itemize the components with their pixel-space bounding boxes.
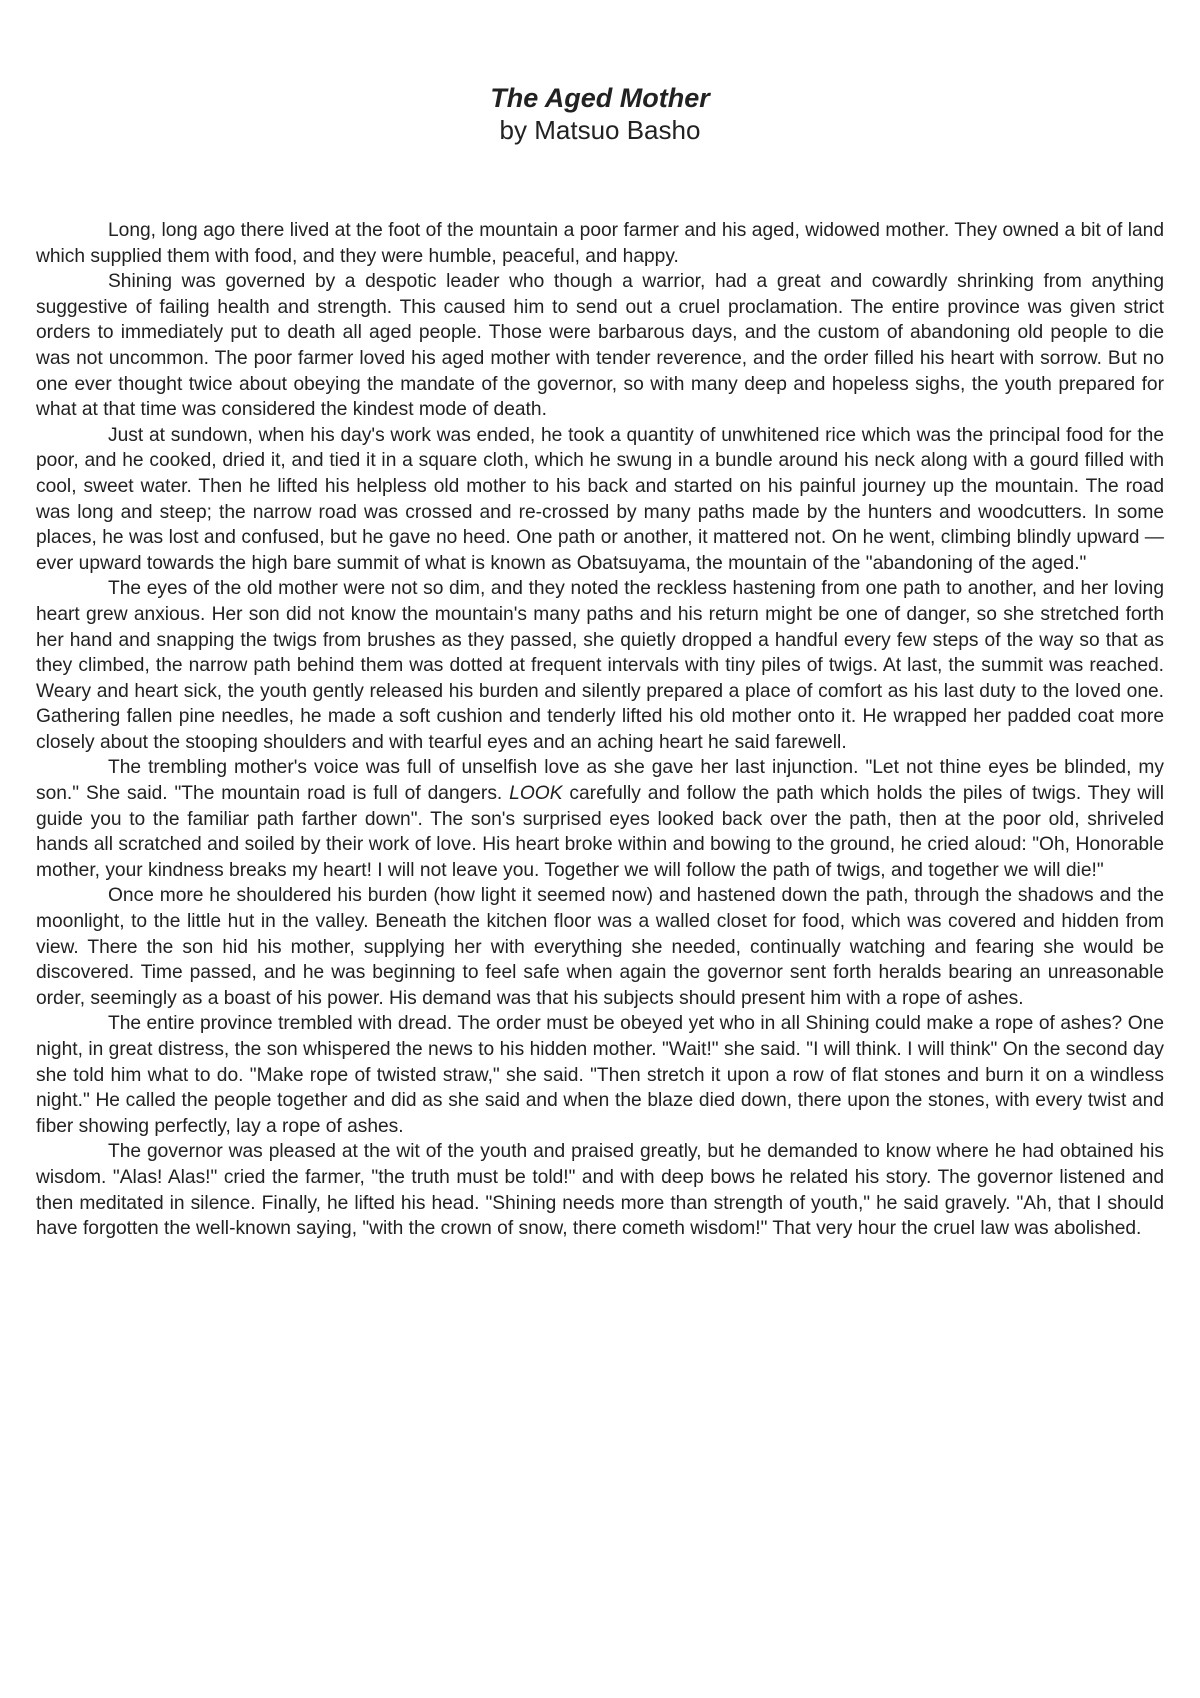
paragraph-5-emphasis: LOOK	[509, 783, 563, 805]
paragraph-6: Once more he shouldered his burden (how light it seemed now) and hastened down the path, through the shadows and the moonlight, to the little hut in the valley. Beneath the kitchen floor was a walled closet for food, which was covered and hidden from view. There the son hid his mother, supplying her with everything she needed, continually watching and fearing she would be discovered. Time passed, and he was beginning to feel safe when again the governor sent forth heralds bearing an unreasonable order, seemingly as a boast of his power. His demand was that his subjects should present him with a rope of ashes.	[36, 885, 1164, 1009]
paragraph-5	[36, 755, 1164, 883]
paragraph-3: Just at sundown, when his day's work was ended, he took a quantity of unwhitened rice which was the principal food for the poor, and he cooked, dried it, and tied it in a square cloth, which he swung in a bundle around his neck along with a gourd filled with cool, sweet water. Then he lifted his helpless old mother to his back and started on his painful journey up the mountain. The road was long and steep; the narrow road was crossed and re-crossed by many paths made by the hunters and woodcutters. In some places, he was lost and confused, but he gave no heed. One path or another, it mattered not. On he went, climbing blindly upward — ever upward towards the high bare summit of what is known as Obatsuyama, the mountain of the "abandoning of the aged."	[36, 424, 1164, 574]
document-byline: by Matsuo Basho	[499, 115, 701, 145]
paragraph-7: The entire province trembled with dread. The order must be obeyed yet who in all Shining could make a rope of ashes? One night, in great distress, the son whispered the news to his hidden mother. "Wait!" she said. "I will think. I will think" On the second day she told him what to do. "Make rope of twisted straw," she said. "Then stretch it upon a row of flat stones and burn it on a windless night." He called the people together and did as she said and when the blaze died down, there upon the stones, with every twist and fiber showing perfectly, lay a rope of ashes.	[36, 1013, 1164, 1137]
paragraph-5-text-start: The trembling mother's voice was full of unselfish love as she gave her last injunction. "Let not thine eyes be blinded, my son." She said. "The mountain road is full of dangers.	[36, 757, 1164, 805]
paragraph-8: The governor was pleased at the wit of the youth and praised greatly, but he demanded to know where he had obtained his wisdom. "Alas! Alas!" cried the farmer, "the truth must be told!" and with deep bows he related his story. The governor listened and then meditated in silence. Finally, he lifted his head. "Shining needs more than strength of youth," he said gravely. "Ah, that I should have forgotten the well-known saying, "with the crown of snow, there cometh wisdom!" That very hour the cruel law was abolished.	[36, 1141, 1164, 1240]
document-body	[36, 218, 1164, 1242]
paragraph-4: The eyes of the old mother were not so dim, and they noted the reckless hastening from one path to another, and her loving heart grew anxious. Her son did not know the mountain's many paths and his return might be one of danger, so she stretched forth her hand and snapping the twigs from brushes as they passed, she quietly dropped a handful every few steps of the way so that as they climbed, the narrow path behind them was dotted at frequent intervals with tiny piles of twigs. At last, the summit was reached. Weary and heart sick, the youth gently released his burden and silently prepared a place of comfort as his last duty to the loved one. Gathering fallen pine needles, he made a soft cushion and tenderly lifted his old mother onto it. He wrapped her padded coat more closely about the stooping shoulders and with tearful eyes and an aching heart he said farewell.	[36, 578, 1164, 753]
document-header	[36, 82, 1164, 146]
paragraph-5-text-end: carefully and follow the path which holds the piles of twigs. They will guide you to the familiar path farther down". The son's surprised eyes looked back over the path, then at the poor old, shriveled hands all scratched and soiled by their work of love. His heart broke within and bowing to the ground, he cried aloud: "Oh, Honorable mother, your kindness breaks my heart! I will not leave you. Together we will follow the path of twigs, and together we will die!"	[36, 783, 1164, 881]
paragraph-1: Long, long ago there lived at the foot of the mountain a poor farmer and his aged, widowed mother. They owned a bit of land which supplied them with food, and they were humble, peaceful, and happy.	[36, 220, 1164, 267]
paragraph-2: Shining was governed by a despotic leader who though a warrior, had a great and cowardly shrinking from anything suggestive of failing health and strength. This caused him to send out a cruel proclamation. The entire province was given strict orders to immediately put to death all aged people. Those were barbarous days, and the custom of abandoning old people to die was not uncommon. The poor farmer loved his aged mother with tender reverence, and the order filled his heart with sorrow. But no one ever thought twice about obeying the mandate of the governor, so with many deep and hopeless sighs, the youth prepared for what at that time was considered the kindest mode of death.	[36, 271, 1164, 421]
document-title: The Aged Mother	[490, 83, 710, 113]
document-page	[36, 0, 1164, 1698]
